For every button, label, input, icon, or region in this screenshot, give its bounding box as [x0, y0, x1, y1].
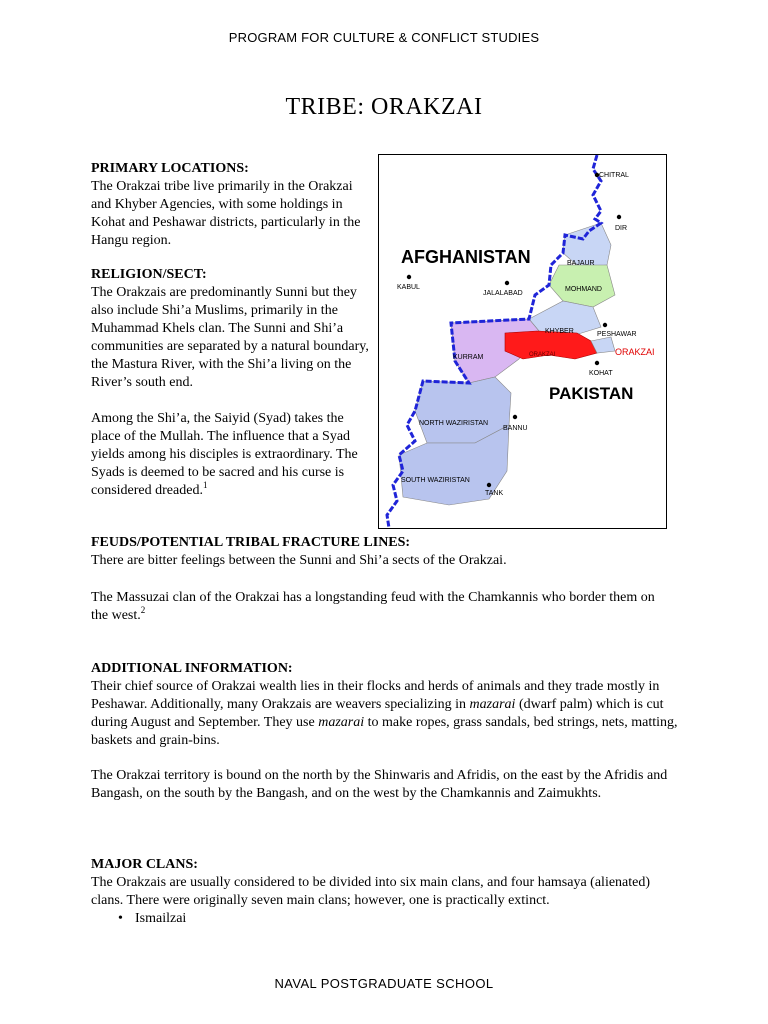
mohmand-label: MOHMAND [565, 286, 602, 293]
peshawar-label: PESHAWAR [597, 331, 637, 338]
orakzai-inner-label: ORAKZAI [529, 352, 556, 358]
north-waziristan-label: NORTH WAZIRISTAN [419, 420, 489, 427]
additional-text-1a: Their chief source of Orakzai wealth lies in their flocks and herds of animals and they trade mostly in Peshawar. Additionally, many Orakzais are weavers specializing in [91, 679, 660, 712]
page-header: PROGRAM FOR CULTURE & CONFLICT STUDIES [228, 30, 540, 45]
pakistan-label: PAKISTAN [549, 384, 634, 403]
additional-text-1b: (dwarf palm) which is cut during August and September. They use [91, 697, 664, 730]
religion-section [91, 266, 371, 392]
religion-text-2 [91, 410, 371, 500]
feuds-text-1: There are bitter feelings between the Sunni and Shi’a sects of the Orakzai. [91, 553, 507, 568]
jalalabad-label: JALALABAD [483, 290, 523, 297]
chitral-label: CHITRAL [599, 172, 629, 179]
additional-text-2: The Orakzai territory is bound on the north by the Shinwaris and Afridis, on the east by the Afridis and Bangash, on the south by the Bangash, and on the west by the Chamkannis and Zaimukhts. [91, 768, 668, 801]
major-clans-heading: MAJOR CLANS: [91, 857, 198, 872]
primary-locations-text: The Orakzai tribe live primarily in the Orakzai and Khyber Agencies, with some holdings in Kohat and Peshawar districts, particularly in the Hangu region. [91, 179, 361, 248]
kurram-label: KURRAM [453, 354, 484, 361]
kohat-label: KOHAT [589, 370, 613, 377]
feuds-section [91, 534, 681, 570]
bajaur-label: BAJAUR [567, 260, 595, 267]
footnote-ref-1[interactable]: 1 [202, 480, 208, 490]
feuds-heading: FEUDS/POTENTIAL TRIBAL FRACTURE LINES: [91, 535, 411, 550]
bannu-dot [513, 415, 517, 419]
bannu-label: BANNU [503, 425, 528, 432]
additional-text-1 [91, 678, 681, 750]
dir-label: DIR [615, 225, 628, 232]
kohat-dot [595, 361, 599, 365]
kabul-dot [407, 275, 411, 279]
peshawar-dot [603, 323, 607, 327]
tank-dot [487, 483, 491, 487]
orakzai-map [378, 154, 667, 529]
saiyid-section [91, 410, 371, 500]
additional-text-1c: to make ropes, grass sandals, bed strings, nets, matting, baskets and grain-bins. [91, 715, 678, 748]
massuzai-section [91, 589, 661, 625]
footnote-ref-2[interactable]: 2 [140, 605, 146, 615]
orakzai-label: ORAKZAI [615, 347, 655, 357]
religion-text-2-body: Among the Shi’a, the Saiyid (Syad) takes the place of the Mullah. The influence that a Syad yields among his disciples is extraordinary. The Syads is deemed to be sacred and his curse is considered dreaded. [91, 411, 358, 498]
page-title: TRIBE: ORAKZAI [285, 94, 483, 120]
additional-heading: ADDITIONAL INFORMATION: [91, 661, 293, 676]
mazarai-term-1: mazarai [469, 697, 516, 712]
feuds-text-2 [91, 589, 661, 625]
tank-label: TANK [485, 490, 504, 497]
religion-text-1: The Orakzais are predominantly Sunni but they also include Shi’a Muslims, primarily in the Muhammad Khels clan. The Sunni and Shi’a communities are separated by a natural boundary, the Mastura River, with the Shi’a living on the River’s south end. [91, 285, 369, 390]
primary-locations-heading: PRIMARY LOCATIONS: [91, 161, 249, 176]
page-footer: NAVAL POSTGRADUATE SCHOOL [274, 976, 494, 991]
major-clans-section [91, 856, 681, 928]
feuds-text-2-body: The Massuzai clan of the Orakzai has a longstanding feud with the Chamkannis who border them on the west. [91, 590, 655, 623]
additional-section [91, 660, 681, 750]
khyber-label: KHYBER [545, 328, 574, 335]
clan-list [91, 910, 681, 928]
clan-list-item: • Ismailzai [91, 910, 681, 928]
religion-heading: RELIGION/SECT: [91, 267, 207, 282]
kabul-label: KABUL [397, 284, 420, 291]
dir-dot [617, 215, 621, 219]
territory-section [91, 767, 681, 803]
major-clans-text: The Orakzais are usually considered to be divided into six main clans, and four hamsaya (alienated) clans. There were originally seven main clans; however, one is practically extinct. [91, 875, 651, 908]
south-waziristan-label: SOUTH WAZIRISTAN [401, 477, 470, 484]
jalalabad-dot [505, 281, 509, 285]
primary-locations-section [91, 160, 371, 250]
mazarai-term-2: mazarai [318, 715, 365, 730]
afghanistan-label: AFGHANISTAN [401, 247, 531, 267]
